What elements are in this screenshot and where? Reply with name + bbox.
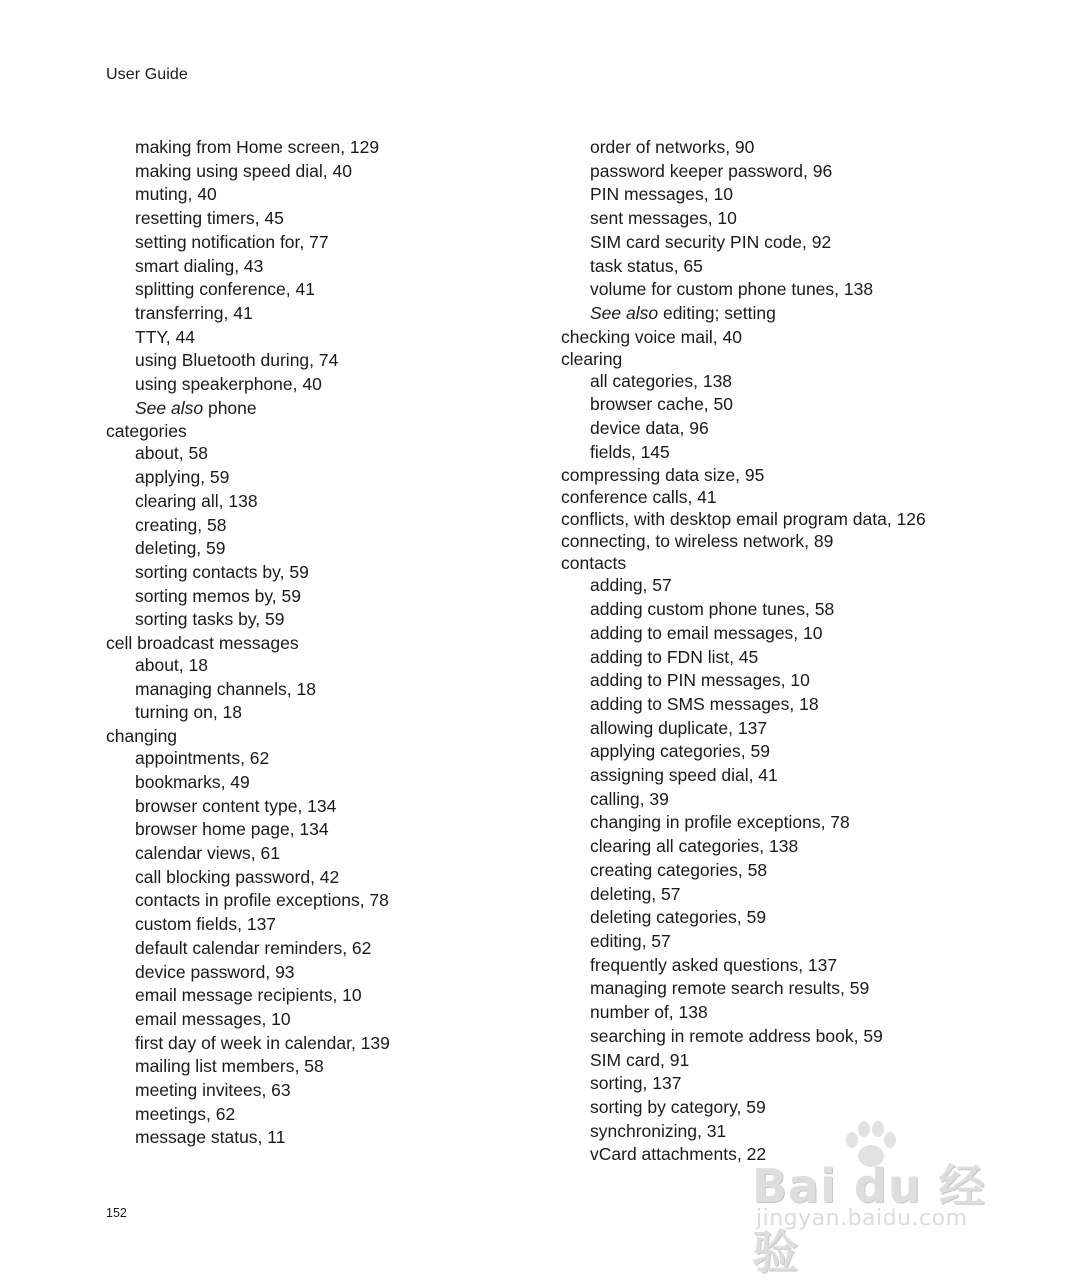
index-sub-entry: adding to FDN list, 45	[590, 646, 759, 667]
index-sub-entry: adding to PIN messages, 10	[590, 670, 810, 691]
index-sub-entry: smart dialing, 43	[135, 255, 264, 276]
index-sub-entry: creating categories, 58	[590, 859, 768, 880]
index-sub-entry: browser content type, 134	[135, 795, 337, 816]
index-sub-entry: mailing list members, 58	[135, 1056, 324, 1077]
index-sub-entry: contacts in profile exceptions, 78	[135, 890, 389, 911]
index-column-right	[561, 136, 1031, 1167]
index-sub-entry: sorting memos by, 59	[135, 585, 301, 606]
see-also-label: See also	[590, 302, 659, 323]
index-sub-entry: sorting by category, 59	[590, 1096, 766, 1117]
index-sub-entry: frequently asked questions, 137	[590, 954, 838, 975]
index-sub-entry: clearing all, 138	[135, 490, 258, 511]
index-sub-entry: adding to SMS messages, 18	[590, 693, 819, 714]
index-sub-entry: all categories, 138	[590, 370, 733, 391]
index-sub-entry: using speakerphone, 40	[135, 374, 322, 395]
index-sub-entry: TTY, 44	[135, 326, 195, 347]
index-sub-entry: default calendar reminders, 62	[135, 937, 372, 958]
index-sub-entry: SIM card, 91	[590, 1049, 690, 1070]
index-sub-entry: device data, 96	[590, 418, 709, 439]
index-sub-entry: call blocking password, 42	[135, 866, 340, 887]
page-number: 152	[106, 1206, 127, 1220]
index-sub-entry: deleting, 57	[590, 883, 681, 904]
page-header: User Guide	[106, 66, 188, 83]
index-sub-entry: sorting tasks by, 59	[135, 609, 285, 630]
index-main-entry: clearing	[561, 348, 623, 369]
index-sub-entry: assigning speed dial, 41	[590, 765, 778, 786]
see-also-target: phone	[203, 397, 257, 418]
index-sub-entry: SIM card security PIN code, 92	[590, 231, 832, 252]
index-sub-entry: splitting conference, 41	[135, 279, 315, 300]
index-sub-entry	[106, 397, 546, 421]
index-sub-entry: volume for custom phone tunes, 138	[590, 279, 874, 300]
watermark-logo: Bai du 经验	[752, 1159, 986, 1279]
index-sub-entry: sent messages, 10	[590, 208, 737, 229]
index-sub-entry: changing in profile exceptions, 78	[590, 812, 850, 833]
index-sub-entry: email message recipients, 10	[135, 985, 362, 1006]
watermark-url: jingyan.baidu.com	[756, 1206, 968, 1231]
index-sub-entry: clearing all categories, 138	[590, 836, 799, 857]
index-main-entry: cell broadcast messages	[106, 633, 299, 654]
index-main-entry: conference calls, 41	[561, 487, 717, 508]
index-main-entry: categories	[106, 421, 187, 442]
index-sub-entry: calling, 39	[590, 788, 669, 809]
index-sub-entry: deleting categories, 59	[590, 907, 767, 928]
index-sub-entry: sorting, 137	[590, 1073, 682, 1094]
index-main-entry: conflicts, with desktop email program data, 126	[561, 509, 926, 530]
index-sub-entry: order of networks, 90	[590, 137, 755, 157]
index-main-entry: connecting, to wireless network, 89	[561, 531, 834, 552]
index-sub-entry: muting, 40	[135, 184, 217, 205]
index-sub-entry: adding, 57	[590, 575, 672, 596]
index-main-entry: checking voice mail, 40	[561, 326, 742, 347]
index-sub-entry: managing channels, 18	[135, 678, 316, 699]
index-main-entry: changing	[106, 726, 178, 747]
index-sub-entry: calendar views, 61	[135, 842, 280, 863]
index-sub-entry: bookmarks, 49	[135, 771, 250, 792]
index-sub-entry: device password, 93	[135, 961, 295, 982]
index-sub-entry: task status, 65	[590, 255, 703, 276]
index-sub-entry: transferring, 41	[135, 302, 253, 323]
index-sub-entry: making using speed dial, 40	[135, 160, 352, 181]
index-main-entry: compressing data size, 95	[561, 465, 765, 486]
index-sub-entry: meetings, 62	[135, 1103, 236, 1124]
index-sub-entry: about, 18	[135, 655, 208, 676]
index-main-entry: contacts	[561, 553, 627, 574]
index-sub-entry: adding to email messages, 10	[590, 622, 823, 643]
index-sub-entry	[561, 302, 1031, 326]
index-sub-entry: PIN messages, 10	[590, 184, 733, 205]
index-sub-entry: synchronizing, 31	[590, 1120, 727, 1141]
see-also-label: See also	[135, 397, 204, 418]
index-sub-entry: deleting, 59	[135, 538, 226, 559]
index-sub-entry: using Bluetooth during, 74	[135, 350, 339, 371]
index-sub-entry: email messages, 10	[135, 1008, 291, 1029]
index-sub-entry: number of, 138	[590, 1002, 708, 1023]
see-also-target: editing; setting	[658, 302, 776, 323]
index-sub-entry: allowing duplicate, 137	[590, 717, 768, 738]
index-sub-entry: about, 58	[135, 443, 208, 464]
index-sub-entry: vCard attachments, 22	[590, 1144, 767, 1165]
index-column-left	[106, 136, 546, 1150]
index-sub-entry: creating, 58	[135, 514, 227, 535]
index-sub-entry: message status, 11	[135, 1127, 286, 1148]
index-sub-entry: turning on, 18	[135, 702, 243, 723]
index-sub-entry: setting notification for, 77	[135, 231, 329, 252]
index-sub-entry: password keeper password, 96	[590, 160, 833, 181]
index-sub-entry: meeting invitees, 63	[135, 1080, 291, 1101]
index-sub-entry: editing, 57	[590, 930, 671, 951]
index-sub-entry: adding custom phone tunes, 58	[590, 599, 835, 620]
index-sub-entry: applying categories, 59	[590, 741, 770, 762]
index-sub-entry: first day of week in calendar, 139	[135, 1032, 390, 1053]
index-sub-entry: searching in remote address book, 59	[590, 1025, 883, 1046]
index-sub-entry: browser home page, 134	[135, 819, 329, 840]
index-sub-entry: sorting contacts by, 59	[135, 561, 309, 582]
index-sub-entry: appointments, 62	[135, 748, 270, 769]
index-sub-entry: browser cache, 50	[590, 394, 733, 415]
index-sub-entry: making from Home screen, 129	[135, 137, 380, 157]
index-sub-entry: applying, 59	[135, 467, 230, 488]
index-sub-entry: resetting timers, 45	[135, 208, 284, 229]
index-sub-entry: custom fields, 137	[135, 914, 277, 935]
index-sub-entry: fields, 145	[590, 441, 670, 462]
baidu-watermark	[752, 1120, 1012, 1279]
index-sub-entry: managing remote search results, 59	[590, 978, 870, 999]
